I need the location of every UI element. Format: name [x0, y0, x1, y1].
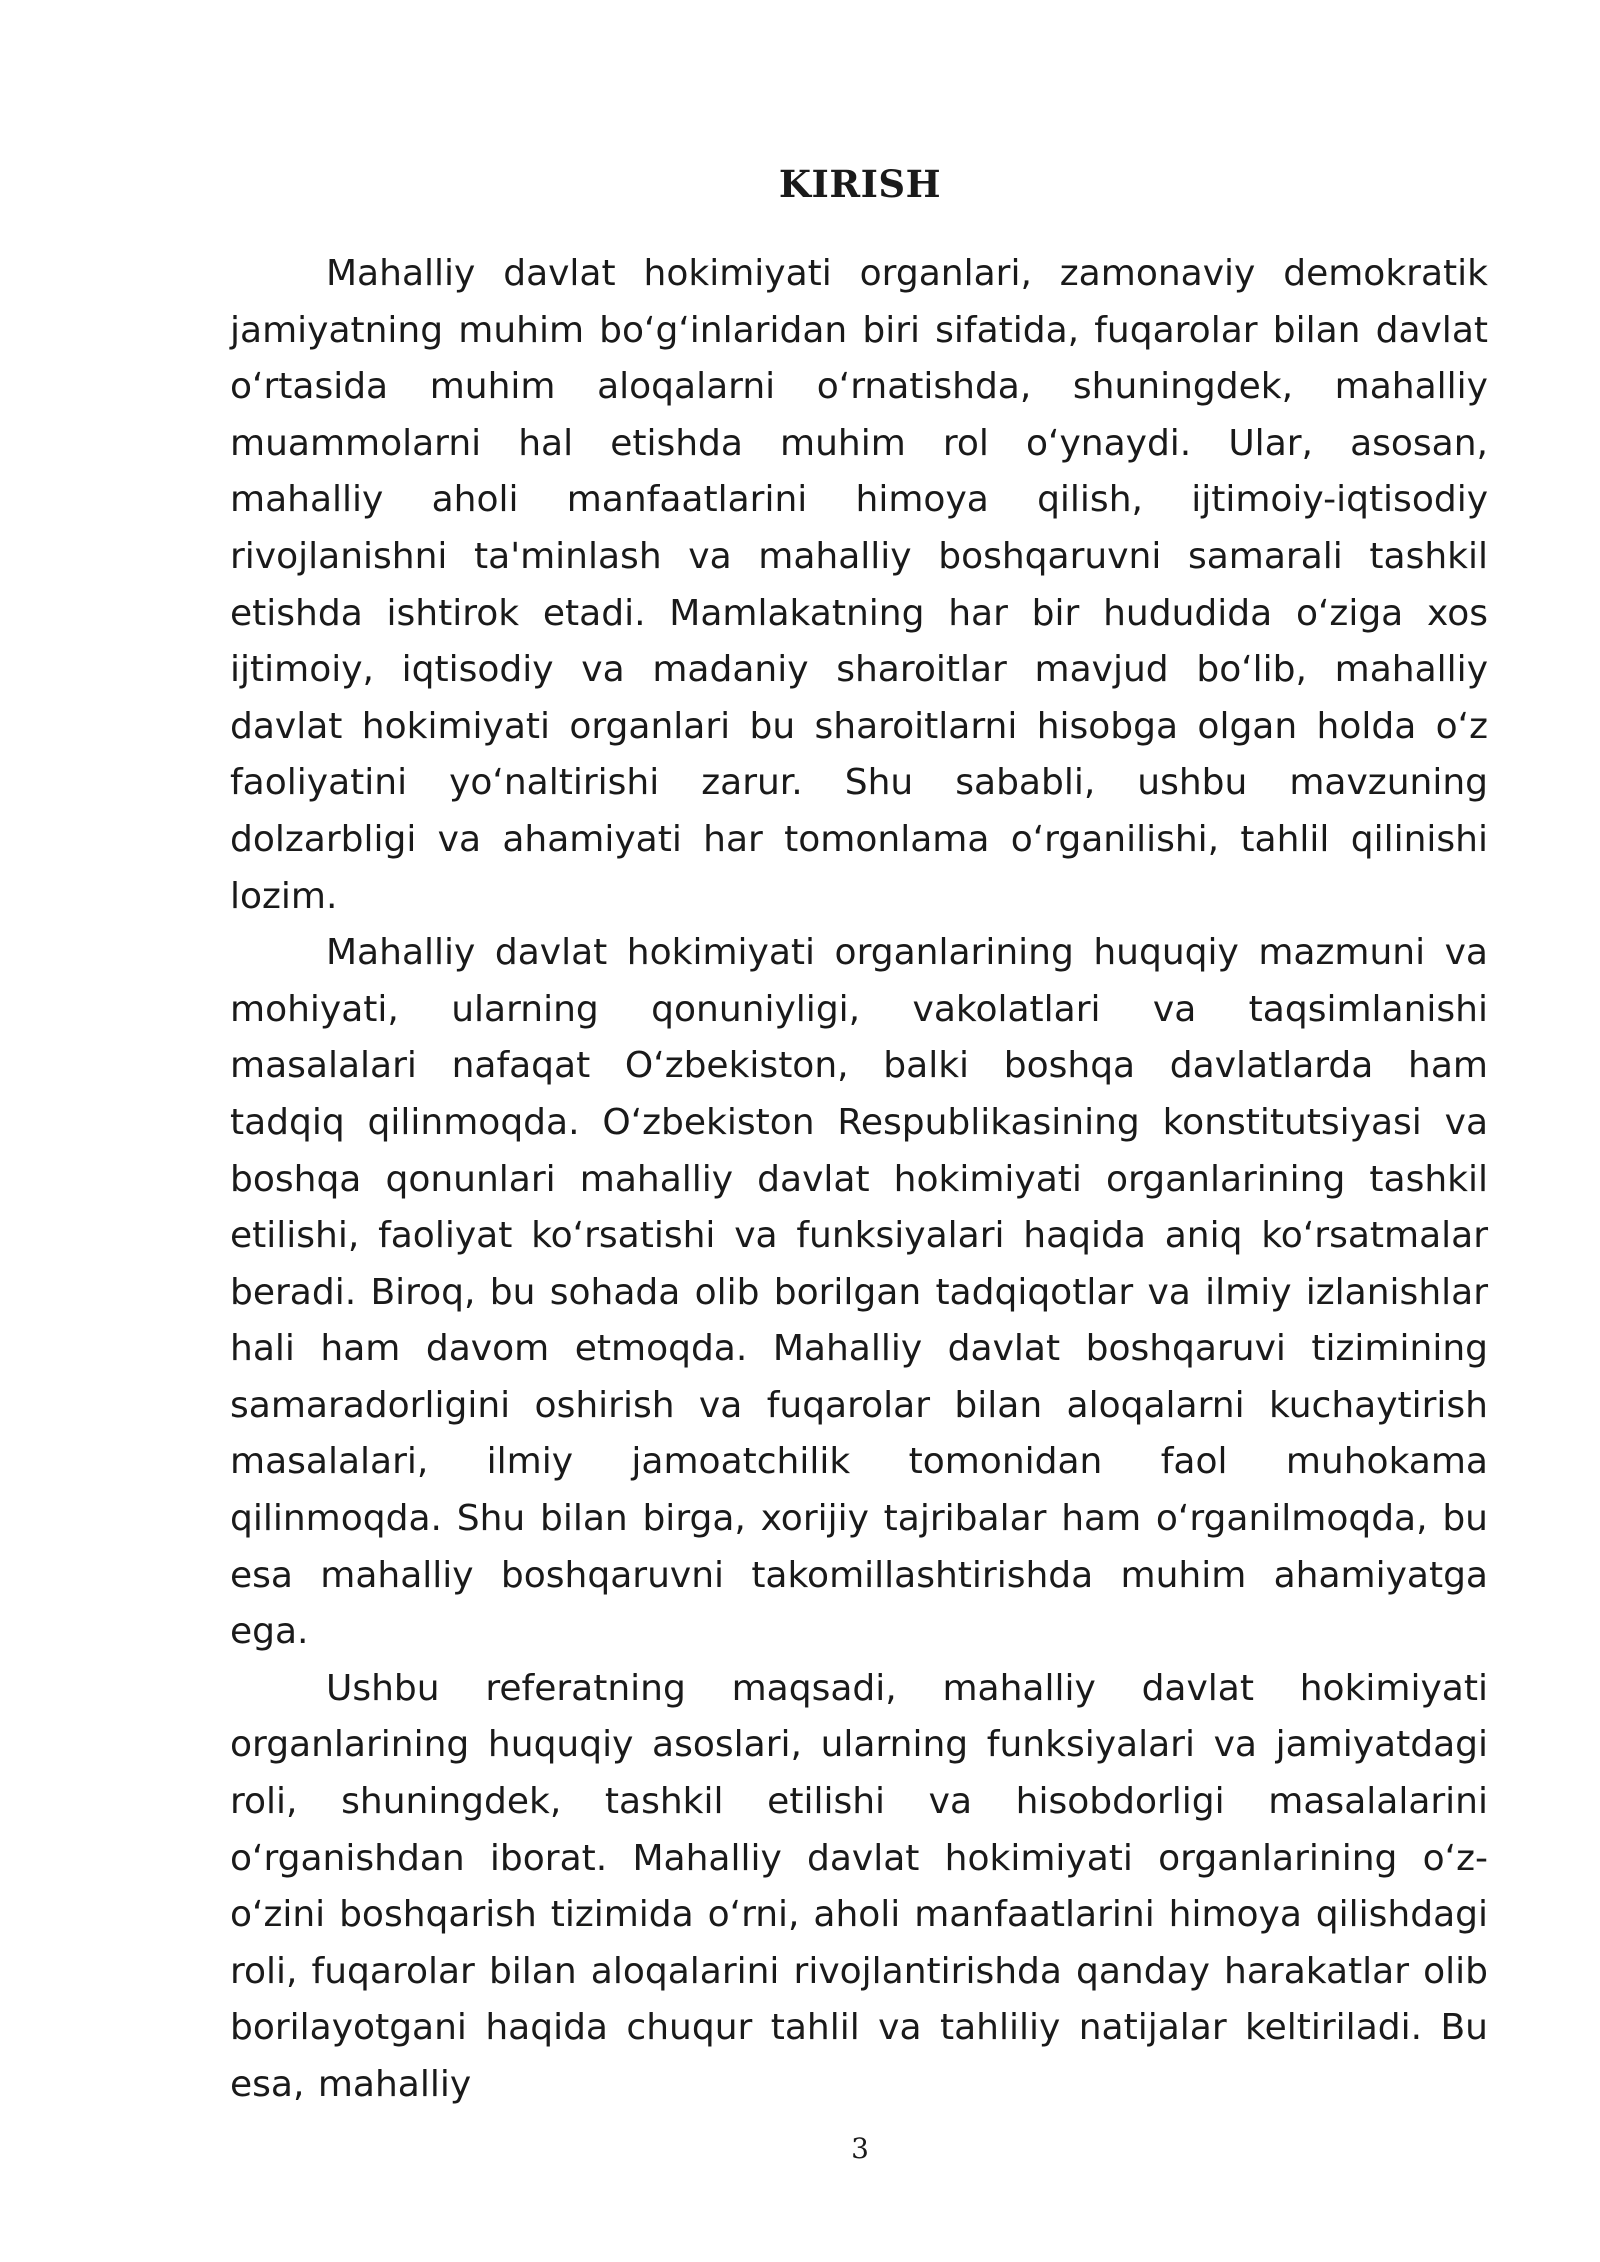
page-number: 3 [851, 2132, 869, 2165]
paragraph-1: Mahalliy davlat hokimiyati organlari, zamonaviy demokratik jamiyatning muhim boʻgʻinlaridan biri sifatida, fuqarolar bilan davlat oʻrtasida muhim aloqalarni oʻrnatishda, shuningdek, mahalliy muammolarni hal etishda muhim rol oʻynaydi. Ular, asosan, mahalliy aholi manfaatlarini himoya qilish, ijtimoiy-iqtisodiy rivojlanishni ta'minlash va mahalliy boshqaruvni samarali tashkil etishda ishtirok etadi. Mamlakatning har bir hududida oʻziga xos ijtimoiy, iqtisodiy va madaniy sharoitlar mavjud boʻlib, mahalliy davlat hokimiyati organlari bu sharoitlarni hisobga olgan holda oʻz faoliyatini yoʻnaltirishi zarur. Shu sababli, ushbu mavzuning dolzarbligi va ahamiyati har tomonlama oʻrganilishi, tahlil qilinishi lozim. [230, 253, 1488, 917]
paragraph-3: Ushbu referatning maqsadi, mahalliy davlat hokimiyati organlarining huquqiy asoslari, ularning funksiyalari va jamiyatdagi roli, shuningdek, tashkil etilishi va hisobdorligi masalalarini oʻrganishdan iborat. Mahalliy davlat hokimiyati organlarining oʻz-oʻzini boshqarish tizimida oʻrni, aholi manfaatlarini himoya qilishdagi roli, fuqarolar bilan aloqalarini rivojlantirishda qanday harakatlar olib borilayotgani haqida chuqur tahlil va tahliliy natijalar keltiriladi. Bu esa, mahalliy [230, 1667, 1488, 2105]
paragraph-2: Mahalliy davlat hokimiyati organlarining huquqiy mazmuni va mohiyati, ularning qonuniyligi, vakolatlari va taqsimlanishi masalalari nafaqat Oʻzbekiston, balki boshqa davlatlarda ham tadqiq qilinmoqda. Oʻzbekiston Respublikasining konstitutsiyasi va boshqa qonunlari mahalliy davlat hokimiyati organlarining tashkil etilishi, faoliyat koʻrsatishi va funksiyalari haqida aniq koʻrsatmalar beradi. Biroq, bu sohada olib borilgan tadqiqotlar va ilmiy izlanishlar hali ham davom etmoqda. Mahalliy davlat boshqaruvi tizimining samaradorligini oshirish va fuqarolar bilan aloqalarni kuchaytirish masalalari, ilmiy jamoatchilik tomonidan faol muhokama qilinmoqda. Shu bilan birga, xorijiy tajribalar ham oʻrganilmoqda, bu esa mahalliy boshqaruvni takomillashtirishda muhim ahamiyatga ega. [230, 932, 1488, 1653]
body-text [230, 246, 1488, 2114]
section-title: KIRISH [778, 162, 942, 206]
